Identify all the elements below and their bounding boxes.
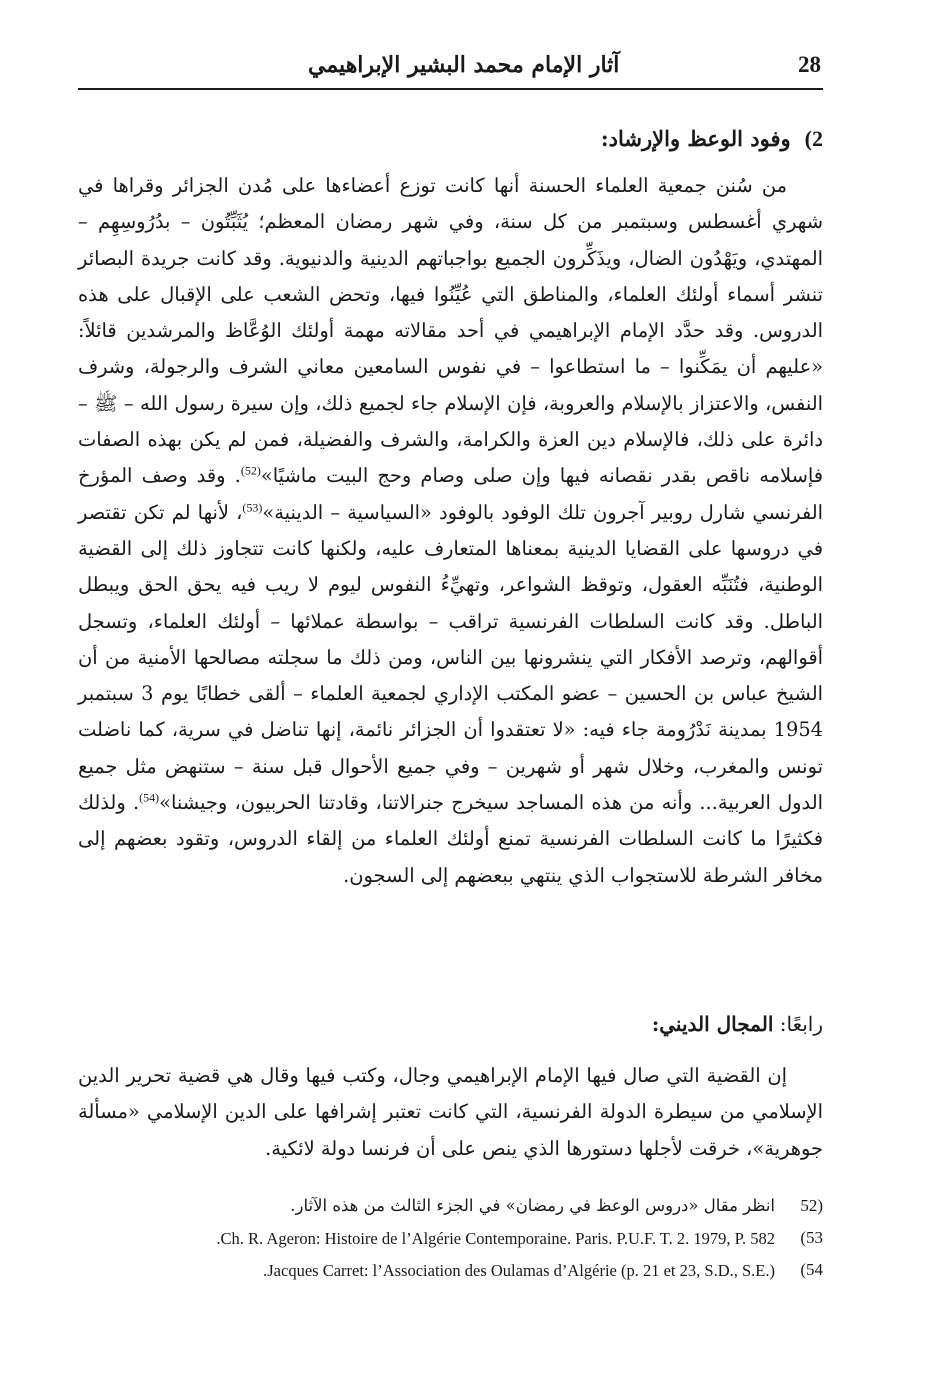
page-header xyxy=(78,44,823,90)
section-body xyxy=(78,168,823,894)
footnote-text: .Jacques Carret: l’Association des Oulamas d’Algérie (p. 21 et 23, S.D., S.E.) xyxy=(263,1261,775,1280)
paragraph-text-b: . وقد وصف المؤرخ الفرنسي شارل روبير آجرون تلك الوفود بالوفود «السياسية – الدينية» xyxy=(78,464,823,524)
subsection-body xyxy=(78,1058,823,1167)
footnote-54 xyxy=(78,1260,823,1292)
footnote-ref-53: (53) xyxy=(242,500,263,515)
footnote-ref-52: (52) xyxy=(240,463,261,478)
section-title: وفود الوعظ والإرشاد: xyxy=(600,126,791,151)
footnotes xyxy=(78,1196,823,1292)
paragraph-text-d: . ولذلك فكثيرًا ما كانت السلطات الفرنسية تمنع أولئك العلماء من إلقاء الدروس، وتقود بعضهم إلى مخافر الشرطة للاستجواب الذي ينتهي ببعضهم إلى السجون. xyxy=(78,791,823,887)
subheading xyxy=(78,1012,823,1036)
page-number: 28 xyxy=(798,52,821,77)
footnote-text: انظر مقال «دروس الوعظ في رمضان» في الجزء الثالث من هذه الآثار. xyxy=(290,1196,775,1215)
footnote-52 xyxy=(78,1196,823,1228)
paragraph xyxy=(78,168,823,894)
footnote-ref-54: (54) xyxy=(139,790,160,805)
subheading-prefix: رابعًا: xyxy=(779,1012,823,1036)
book-page xyxy=(78,0,823,1394)
footnote-text: .Ch. R. Ageron: Histoire de l’Algérie Contemporaine. Paris. P.U.F. T. 2. 1979, P. 582 xyxy=(216,1229,775,1248)
footnote-number: (53 xyxy=(800,1228,823,1247)
footnote-number: (54 xyxy=(800,1260,823,1279)
paragraph: إن القضية التي صال فيها الإمام الإبراهيمي وجال، وكتب فيها وقال هي قضية تحرير الدين الإسلامي من سيطرة الدولة الفرنسية، التي كانت تعتبر إشرافها على الدين الإسلامي «مسألة جوهرية»، خرقت لأجلها دستورها الذي ينص على أن فرنسا دولة لائكية. xyxy=(78,1064,823,1160)
section-number: 2) xyxy=(804,126,823,151)
footnote-number: 52) xyxy=(800,1196,823,1215)
section-heading xyxy=(78,126,823,152)
footnote-53 xyxy=(78,1228,823,1260)
subheading-title: المجال الديني: xyxy=(651,1012,774,1036)
running-title: آثار الإمام محمد البشير الإبراهيمي xyxy=(308,52,620,78)
paragraph-text-a: من سُنن جمعية العلماء الحسنة أنها كانت توزع أعضاءها على مُدن الجزائر وقراها في شهري أغسطس وسبتمبر من كل سنة، وفي شهر رمضان المعظم؛ يُثَبِّتُون – بدُرُوسِهِم – المهتدي، ويَهْدُون الضال، ويذَكِّرون الجميع بواجباتهم الدينية والدنيوية. وقد كانت جريدة البصائر تنشر أسماء أولئك العلماء، والمناطق التي عُيِّنُوا فيها، وتحض الشعب على الإقبال على هذه الدروس. وقد حدَّد الإمام الإبراهيمي في أحد مقالاته مهمة أولئك الوُعَّاظ والمرشدين قائلاً: «عليهم أن يمَكِّنوا – ما استطاعوا – في نفوس السامعين معاني الشرف والرجولة، وشرف النفس، والاعتزاز بالإسلام والعروبة، فإن الإسلام جاء لجميع ذلك، وإن سيرة رسول الله – ﷺ – دائرة على ذلك، فالإسلام دين العزة والكرامة، والشرف والفضيلة، فمن لم يكن بهذه الصفات فإسلامه ناقص بقدر نقصانه فيها وإن صلى وصام وحج البيت ماشيًا» xyxy=(78,174,824,488)
paragraph-text-c: ، لأنها لم تكن تقتصر في دروسها على القضايا الدينية بمعناها المتعارف عليه، ولكنها كانت تتجاوز ذلك إلى القضية الوطنية، فتُنَبِّه العقول، وتوقظ الشواعر، وتهيِّءُ النفوس ليوم لا ريب فيه يحق الحق ويبطل الباطل. وقد كانت السلطات الفرنسية تراقب – بواسطة عملائها – أولئك العلماء، وتسجل أقوالهم، وترصد الأفكار التي ينشرونها بين الناس، ومن ذلك ما سجلته مصالحها الأمنية من أن الشيخ عباس بن الحسين – عضو المكتب الإداري لجمعية العلماء – ألقى خطابًا يوم 3 سبتمبر 1954 بمدينة نَدْرُومة جاء فيه: «لا تعتقدوا أن الجزائر نائمة، إنها تناضل في سرية، كما ناضلت تونس والمغرب، وخلال شهر أو شهرين – وفي جميع الأحوال قبل سنة – ستنهض مثل جميع الدول العربية... وأنه من هذه المساجد سيخرج جنرالاتنا، وقادتنا الحربيون، وجيشنا» xyxy=(78,500,823,815)
